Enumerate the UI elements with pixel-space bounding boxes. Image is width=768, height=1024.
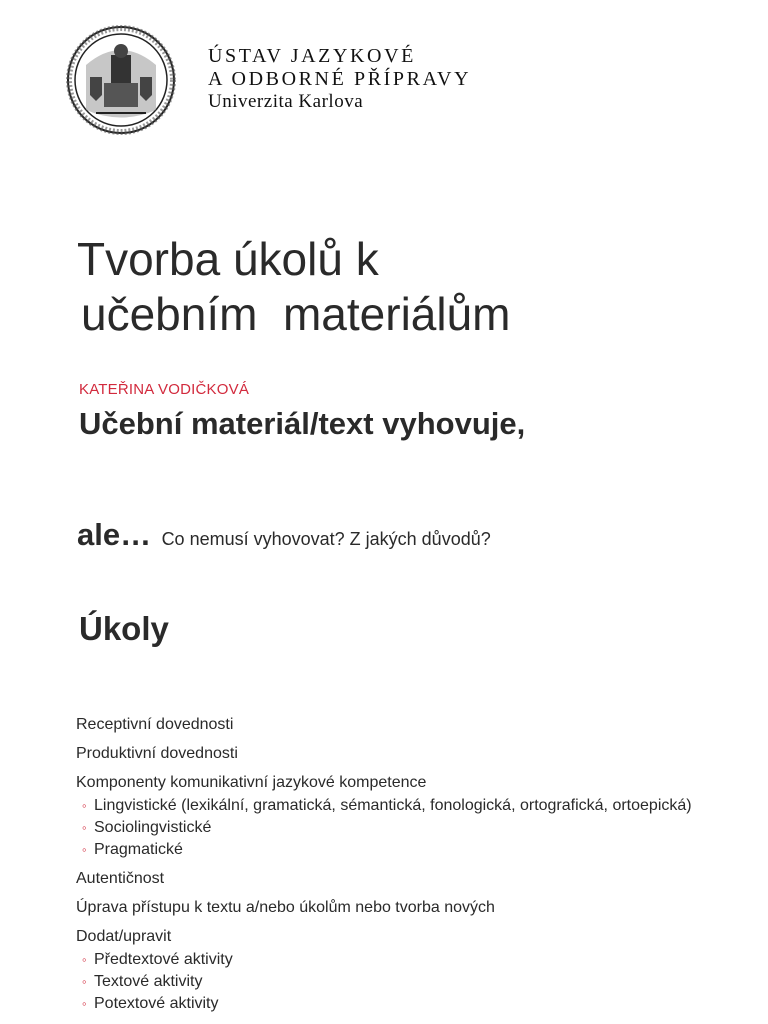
circle-bullet-icon: ◦ (82, 842, 87, 857)
list-item: Dodat/upravit (76, 928, 172, 945)
list-item: Úprava přístupu k textu a/nebo úkolům nebo tvorba nových (76, 899, 495, 916)
sub-list-item: ◦ Pragmatické (76, 839, 696, 861)
list-item: Autentičnost (76, 870, 165, 887)
sub-list-item: ◦ Potextové aktivity (76, 993, 696, 1015)
ale-question-line (77, 517, 491, 553)
institute-line-1: ÚSTAV JAZYKOVÉ (208, 45, 416, 67)
circle-bullet-icon: ◦ (82, 820, 87, 835)
question-text: Co nemusí vyhovovat? Z jakých důvodů? (161, 529, 491, 549)
task-list (76, 714, 696, 1015)
section-heading-ukoly: Úkoly (79, 610, 169, 647)
sub-list-item: ◦ Předtextové aktivity (76, 949, 696, 971)
circle-bullet-icon: ◦ (82, 996, 87, 1011)
document-title (77, 232, 511, 342)
ale-text: ale… (77, 517, 152, 552)
sub-list-item: ◦ Textové aktivity (76, 971, 696, 993)
sub-list-item: ◦ Sociolingvistické (76, 817, 696, 839)
author-name: KATEŘINA VODIČKOVÁ (79, 381, 250, 398)
document-header (66, 25, 506, 140)
institute-name (208, 45, 471, 113)
title-line-2: učebním materiálům (81, 288, 511, 340)
institute-line-2: A ODBORNÉ PŘÍPRAVY (208, 68, 472, 90)
university-seal-icon (66, 25, 176, 135)
section-heading-material: Učební materiál/text vyhovuje, (79, 406, 526, 441)
sub-list-item: ◦ Lingvistické (lexikální, gramatická, sémantická, fonologická, ortografická, ortoepická) (76, 795, 696, 817)
title-line-1: Tvorba úkolů k (77, 233, 379, 285)
circle-bullet-icon: ◦ (82, 974, 87, 989)
circle-bullet-icon: ◦ (82, 798, 87, 813)
list-item: Produktivní dovednosti (76, 745, 238, 762)
circle-bullet-icon: ◦ (82, 952, 87, 967)
list-item: Komponenty komunikativní jazykové kompetence (76, 774, 427, 791)
university-name: Univerzita Karlova (208, 91, 364, 112)
list-item: Receptivní dovednosti (76, 716, 234, 733)
